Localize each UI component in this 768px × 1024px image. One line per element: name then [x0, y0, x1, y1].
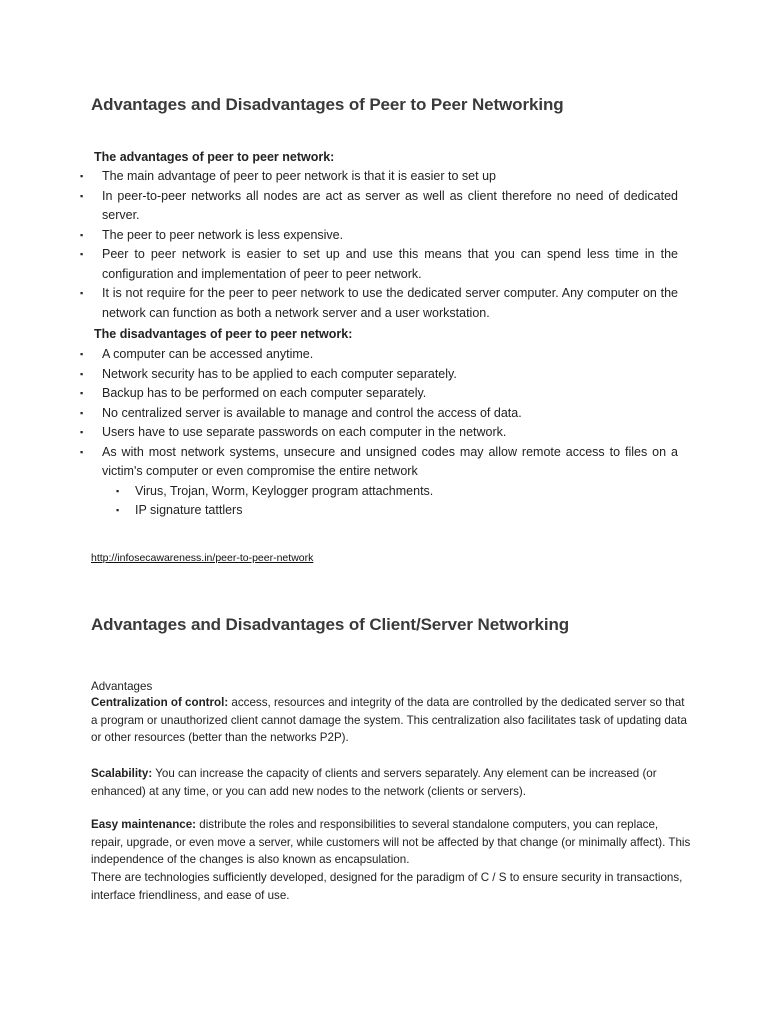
- advantages-heading: The advantages of peer to peer network:: [94, 150, 335, 164]
- list-item: ▪ Users have to use separate passwords on each computer in the network.: [0, 423, 678, 443]
- advantages-list: [0, 167, 678, 323]
- list-item: ▪ Network security has to be applied to each computer separately.: [0, 365, 678, 385]
- bullet-icon: ▪: [116, 485, 120, 496]
- section-title-p2p: Advantages and Disadvantages of Peer to Peer Networking: [91, 95, 564, 114]
- bullet-icon: ▪: [80, 446, 84, 457]
- sub-list-item: ▪ IP signature tattlers: [0, 501, 678, 521]
- bullet-icon: ▪: [80, 171, 84, 181]
- bullet-icon: ▪: [80, 427, 84, 437]
- list-item: ▪ It is not require for the peer to peer network to use the dedicated server computer. Any computer on the network can function as both a network server and a user workstation.: [80, 286, 678, 320]
- bullet-icon: ▪: [80, 229, 84, 240]
- term-centralization: Centralization of control:: [91, 696, 229, 709]
- sub-list-item: ▪ Virus, Trojan, Worm, Keylogger program attachments.: [0, 482, 678, 502]
- term-maintenance: Easy maintenance:: [91, 818, 197, 831]
- bullet-icon: ▪: [80, 349, 84, 359]
- list-item: ▪ In peer-to-peer networks all nodes are act as server as well as client therefore no need of dedicated server.: [80, 188, 678, 222]
- sub-list-container: [0, 482, 678, 521]
- bullet-icon: ▪: [80, 288, 84, 298]
- advantages-label: Advantages: [91, 680, 153, 693]
- term-scalability: Scalability:: [91, 767, 153, 780]
- list-item: ▪ The main advantage of peer to peer network is that it is easier to set up: [0, 167, 678, 187]
- bullet-icon: ▪: [116, 505, 120, 515]
- paragraph-maintenance: Easy maintenance: distribute the roles and responsibilities to several standalone computers, you can replace, repair, upgrade, or even move a server, while customers will not be affected by that change (or minimally affect). This independence of the changes is also known as encapsulation.: [91, 818, 691, 867]
- sub-list: [0, 482, 678, 521]
- bullet-icon: ▪: [80, 368, 84, 379]
- paragraph-centralization: Centralization of control: access, resources and integrity of the data are controlled by the dedicated server so that a program or unauthorized client cannot damage the system. This centralization also facilitates task of updating data or other resources (better than the networks P2P).: [91, 696, 687, 745]
- list-item: ▪ Backup has to be performed on each computer separately.: [0, 384, 678, 404]
- source-link[interactable]: http://infosecawareness.in/peer-to-peer-network: [91, 552, 314, 564]
- list-item: ▪ A computer can be accessed anytime.: [0, 345, 678, 365]
- bullet-icon: ▪: [80, 388, 84, 398]
- disadvantages-heading: The disadvantages of peer to peer network:: [94, 327, 353, 341]
- list-item: ▪ Peer to peer network is easier to set up and use this means that you can spend less time in the configuration and implementation of peer to peer network.: [80, 247, 678, 281]
- paragraph-scalability: Scalability: You can increase the capacity of clients and servers separately. Any element can be increased (or enhanced) at any time, or you can add new nodes to the network (clients or servers).: [91, 767, 657, 798]
- list-item: ▪ No centralized server is available to manage and control the access of data.: [0, 404, 678, 424]
- bullet-icon: ▪: [80, 249, 84, 259]
- bullet-icon: ▪: [80, 407, 84, 418]
- paragraph-technologies: There are technologies sufficiently developed, designed for the paradigm of C / S to ensure security in transactions, interface friendliness, and ease of use.: [91, 871, 683, 902]
- list-item: ▪ The peer to peer network is less expensive.: [0, 226, 678, 246]
- disadvantages-list: [0, 345, 678, 521]
- bullet-icon: ▪: [80, 190, 84, 201]
- list-item: ▪ As with most network systems, unsecure and unsigned codes may allow remote access to files on a victim's computer or even compromise the entire network: [80, 444, 678, 478]
- section-title-client-server: Advantages and Disadvantages of Client/Server Networking: [91, 615, 570, 634]
